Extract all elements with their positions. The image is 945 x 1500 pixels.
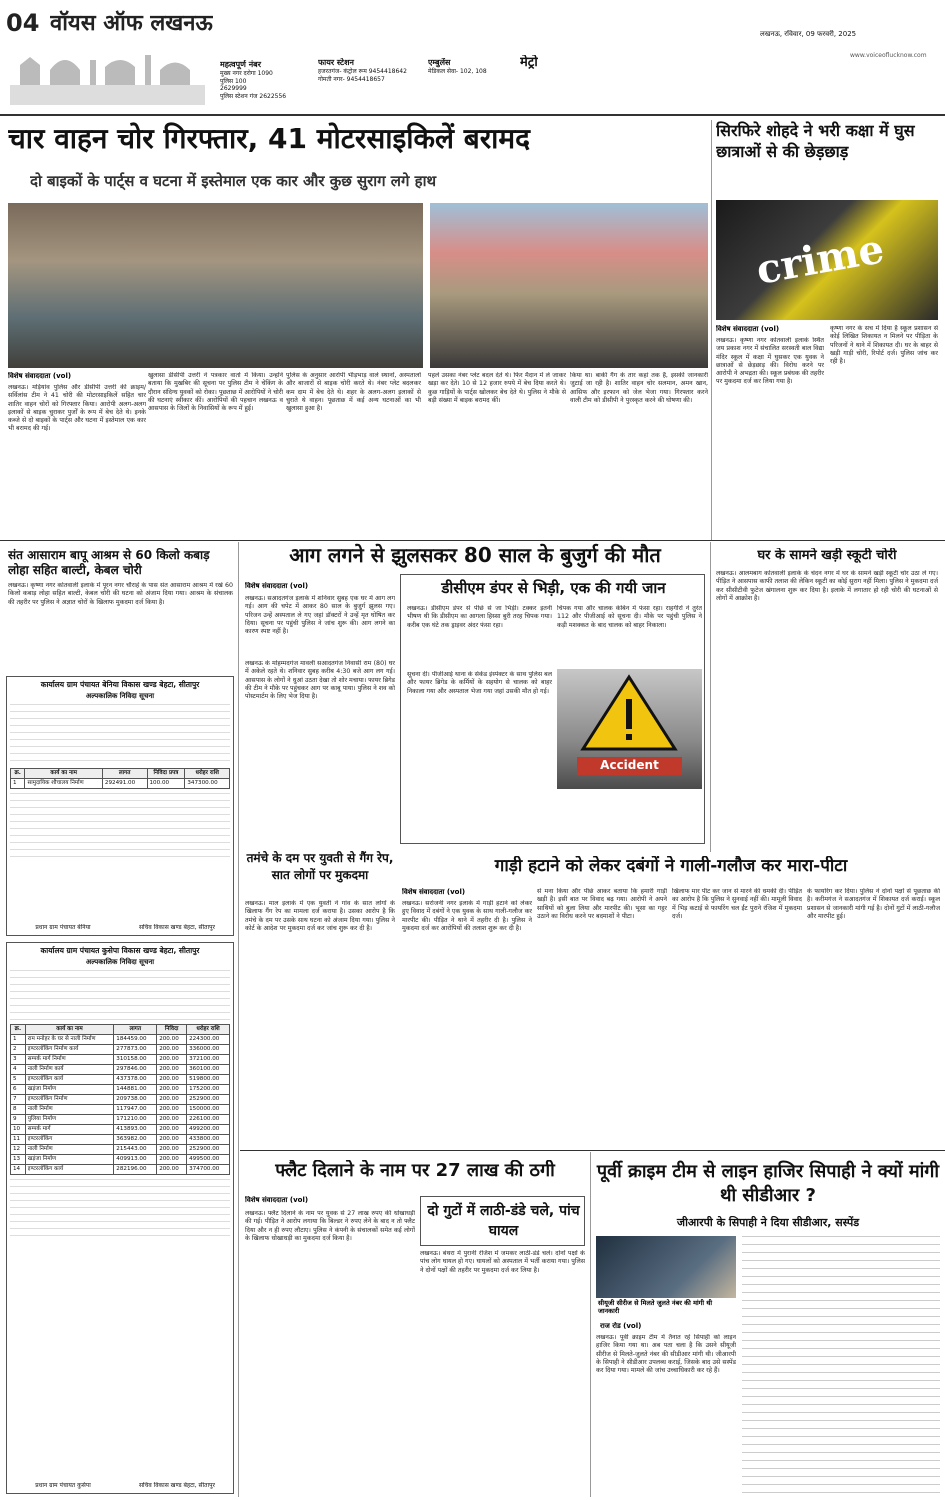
table-cell: पुलिया निर्माण: [25, 1114, 114, 1124]
table-cell: 297846.00: [114, 1065, 157, 1075]
tender1-table: [10, 768, 230, 789]
table-cell: इण्टरलॉकिंग: [25, 1134, 114, 1144]
table-cell: 200.00: [157, 1045, 187, 1055]
story10-box: [420, 1196, 585, 1246]
ambulance-number-0: मेडिकल सेवा- 102, 108: [428, 68, 487, 75]
table-cell: 200.00: [157, 1105, 187, 1115]
tender1-notice: अल्पकालिक निविदा सूचना: [85, 692, 155, 701]
story8-col4: के फायरिंग कर दिया। पुलिस ने दोनों पक्षों से पूछताछ की है। करीमगंज ने सआदतगंज में शिकायत दर्ज कराई। स्कूल प्रशासन से जानकारी मांगी गई है। दोनों गुटों में लाठी-गलौज और मारपीट हुई।: [807, 888, 940, 920]
table-cell: 413893.00: [114, 1124, 157, 1134]
table-cell: 117947.00: [114, 1105, 157, 1115]
story11-photo: [596, 1236, 736, 1316]
fire-number-1: गोमती नगर- 9454418657: [318, 75, 385, 83]
col-divider-left: [238, 542, 239, 1497]
table-row: [11, 1164, 230, 1174]
fire-title: फायर स्टेशन: [318, 58, 354, 67]
table-cell: 11: [11, 1134, 26, 1144]
tender1-header: कार्य का नाम: [25, 769, 102, 779]
table-cell: 8: [11, 1105, 26, 1115]
divider-1: [0, 540, 945, 541]
masthead-divider: [0, 114, 945, 116]
story2-crime-photo: [716, 200, 938, 320]
table-cell: 226100.00: [187, 1114, 230, 1124]
table-cell: 252900.00: [187, 1144, 230, 1154]
tender1-footer-left: प्रधान ग्राम पंचायत बेनिया: [35, 923, 91, 931]
story1-photo-bikes: [430, 203, 708, 368]
table-cell: 252900.00: [187, 1095, 230, 1105]
table-cell: 200.00: [157, 1085, 187, 1095]
important-numbers: [220, 60, 320, 100]
story8-col1: लखनऊ। सरोजनी नगर इलाके में गाड़ी हटाने को लेकर हुए विवाद में दबंगों ने एक युवक के साथ गाली-गलौज कर मारपीट की। पीड़ित ने थाने में तहरीर दी है। पुलिस ने मुकदमा दर्ज कर आरोपियों की तलाश शुरू कर दी है।: [402, 900, 532, 932]
story9-text: लखनऊ। फ्लैट दिलाने के नाम पर युवक से 27 लाख रुपए की धोखाधड़ी की गई। पीड़ित ने आरोप लगाया कि बिल्डर ने रुपए लेने के बाद न तो फ्लैट दिया और न ही रुपए लौटाए। पुलिस ने कंपनी के संचालकों समेत कई लोगों के खिलाफ धोखाधड़ी का मुकदमा दर्ज किया है।: [245, 1210, 415, 1242]
table-row: [11, 1134, 230, 1144]
table-cell: 310158.00: [114, 1055, 157, 1065]
story1-headline: चार वाहन चोर गिरफ्तार, 41 मोटरसाइकिलें बरामद: [8, 122, 531, 155]
table-cell: 200.00: [157, 1164, 187, 1174]
story11-byline: राज रोड (vol): [600, 1322, 642, 1330]
story10-headline: दो गुटों में लाठी-डंडे चले, पांच घायल: [427, 1203, 580, 1239]
story1-subhead: दो बाइकों के पार्ट्स व घटना में इस्तेमाल एक कार और कुछ सुराग लगे हाथ: [30, 172, 437, 190]
tender2-header: क्र.: [11, 1025, 26, 1035]
page-number: 04: [6, 9, 40, 37]
story8-headline: गाड़ी हटाने को लेकर दबंगों ने गाली-गलौज कर मारा-पीटा: [494, 856, 848, 876]
table-cell: 171210.00: [114, 1114, 157, 1124]
table-cell: 200.00: [157, 1154, 187, 1164]
table-cell: 200.00: [157, 1144, 187, 1154]
accident-label: Accident: [600, 758, 659, 772]
story2-image-caption: crime: [752, 225, 888, 294]
tender1-header: धरोहर राशि: [185, 769, 230, 779]
tender2-notice: अल्पकालिक निविदा सूचना: [85, 958, 155, 967]
important-number-1: पुलिस 100: [220, 77, 247, 85]
story5-col1: लखनऊ। डीसीएम डंपर से पीछे से जा भिड़ी। टक्कर इतनी भीषण थी कि डीसीएम का आगला हिस्सा बुरी तरह चिपक गया। करीब एक घंटे तक ड्राइवर अंदर फंसा रहा।: [407, 605, 552, 629]
story10-text: लखनऊ। बंथरा में पुरानी रंजिश में जमकर लाठी-डंडे चले। दोनों पक्षों के पांच लोग घायल हो गए। घायलों को अस्पताल में भर्ती कराया गया। पुलिस ने दोनों पक्षों की तहरीर पर मुकदमा दर्ज कर लिया है।: [420, 1250, 585, 1274]
table-cell: सम्पर्क मार्ग निर्माण: [25, 1055, 114, 1065]
table-cell: 200.00: [157, 1114, 187, 1124]
masthead: [0, 0, 945, 112]
table-cell: 277873.00: [114, 1045, 157, 1055]
story3-text: लखनऊ। कृष्णा नगर कोतवाली इलाके में पूरन नगर चौराहे के पास संत आसाराम आश्रम में रखे 60 किलो कबाड़ लोहा सहित बाल्टी, केबल चोरी की घटना को अंजाम दिया गया। आश्रम के संचालक की तहरीर पर पुलिस ने अज्ञात चोरों के खिलाफ मुकदमा दर्ज किया है।: [8, 582, 233, 606]
story7-text: लखनऊ। माल इलाके में एक युवती ने गांव के सात लोगों के खिलाफ गैंग रेप का मामला दर्ज कराया है। उसका आरोप है कि तमंचे के दम पर उसके साथ घटना को अंजाम दिया गया। पुलिस ने कोर्ट के आदेश पर मुकदमा दर्ज कर जांच शुरू कर दी है।: [245, 900, 395, 932]
table-cell: 499500.00: [187, 1154, 230, 1164]
table-row: [11, 1085, 230, 1095]
story3-headline: संत आसाराम बापू आश्रम से 60 किलो कबाड़ लोहा सहित बाल्टी, केबल चोरी: [8, 548, 210, 577]
story1-col4: पहले उसका नंबर प्लेट बदल देते थे। फिर मैदान में ले जाकर खड़ा कर देते। 10 से 12 हजार रुपये में बेच दिया करते थे। कुछ गाड़ियों के पार्ट्स खोलकर बेच देते थे। पुलिस ने मौके से बड़ी संख्या में बाइक बरामद कीं।: [428, 372, 566, 404]
tender2-footer-left: प्रधान ग्राम पंचायत कुसेपा: [35, 1481, 91, 1489]
table-cell: 215443.00: [114, 1144, 157, 1154]
col-divider-bottom: [590, 1152, 591, 1497]
story9-headline: फ्लैट दिलाने के नाम पर 27 लाख की ठगी: [275, 1160, 555, 1181]
ambulance-title: एम्बुलेंस: [428, 58, 451, 67]
story2-headline: सिरफिरे शोहदे ने भरी कक्षा में घुस छात्राओं से की छेड़छाड़: [716, 121, 915, 161]
table-cell: 200.00: [157, 1055, 187, 1065]
table-cell: इण्टरलॉकिंग कार्य: [25, 1164, 114, 1174]
story5-col3: सूचना दी। पीजीआई थाना के सेकेंड इंस्पेक्टर के साथ पुलिस बल और फायर ब्रिगेड के कर्मियों के सहयोग से चालक को बाहर निकाला गया और अस्पताल भेजा गया जहां उसकी मौत हो गई।: [407, 671, 552, 695]
table-row: [11, 1035, 230, 1045]
story4-col1: लखनऊ। सआदतगंज इलाके में शनिवार सुबह एक घर में आग लग गई। आग की चपेट में आकर 80 साल के बुजुर्ग झुलस गए। परिजन उन्हें अस्पताल ले गए जहां डॉक्टरों ने उन्हें मृत घोषित कर दिया। सूचना पर पहुंची पुलिस ने जांच शुरू की। आग लगने का कारण स्पष्ट नहीं है।: [245, 595, 395, 636]
table-row: [11, 1114, 230, 1124]
tender2-header: धरोहर राशि: [187, 1025, 230, 1035]
tender1-footer-right: सचिव विकास खण्ड बेहटा, सीतापुर: [138, 923, 215, 931]
table-cell: 7: [11, 1095, 26, 1105]
skyline-logo: [10, 45, 205, 105]
story4-col2: लखनऊ के मोहम्मदगंज मावली सआदतगंज निवासी राम (80) घर में अकेले रहते थे। शनिवार सुबह करीब 4:30 बजे आग लग गई। आसपास के लोगों ने धुआं उठता देखा तो शोर मचाया। फायर ब्रिगेड की टीम ने मौके पर पहुंचकर आग पर काबू पाया। पुलिस ने शव को पोस्टमार्टम के लिए भेज दिया है।: [245, 660, 395, 701]
story11-headline: पूर्वी क्राइम टीम से लाइन हाजिर सिपाही ने क्यों मांगी थी सीडीआर ?: [596, 1161, 940, 1206]
divider-2: [240, 1150, 945, 1151]
table-cell: 175200.00: [187, 1085, 230, 1095]
story11-image-caption: सीयूजी सीरीज से मिलते जुलते नंबर की मांगी थी जानकारी: [596, 1298, 736, 1316]
table-cell: 336000.00: [187, 1045, 230, 1055]
story5-accident-photo: [557, 669, 702, 789]
table-cell: 2: [11, 1045, 26, 1055]
table-cell: नाली निर्माण कार्य: [25, 1065, 114, 1075]
table-row: [11, 1045, 230, 1055]
tender1-header: निविदा प्रपत्र: [147, 769, 185, 779]
col-divider-mid: [710, 542, 711, 852]
story1-col3: पुलिस के अनुसार आरोपी भीड़भाड़ वाले स्थानों, अस्पतालों और बाजारों से बाइक चोरी करते थे। नंबर प्लेट बदलकर कम दाम में बेच देते थे। शहर के अलग-अलग इलाकों से चुराते थे वाहन। पूछताछ में कई अन्य घटनाओं का भी खुलासा हुआ है।: [286, 372, 421, 413]
tender1: [6, 676, 234, 936]
table-cell: 3: [11, 1055, 26, 1065]
table-cell: 1: [11, 1035, 26, 1045]
website: www.voiceoflucknow.com: [850, 52, 927, 59]
table-cell: इण्टरलॉकिंग निर्माण: [25, 1095, 114, 1105]
table-cell: 4: [11, 1065, 26, 1075]
tender2-footer-right: सचिव विकास खण्ड बेहटा, सीतापुर: [138, 1481, 215, 1489]
table-row: [11, 1075, 230, 1085]
table-cell: 150000.00: [187, 1105, 230, 1115]
table-row: [11, 1124, 230, 1134]
table-cell: खड़ंजा निर्माण: [25, 1154, 114, 1164]
table-cell: नाली निर्माण: [25, 1144, 114, 1154]
table-cell: 282196.00: [114, 1164, 157, 1174]
story7-headline: तमंचे के दम पर युवती से गैंग रेप, सात लोगों पर मुकदमा: [246, 851, 394, 882]
masthead-title: वॉयस ऑफ लखनऊ: [50, 11, 213, 36]
table-cell: 144881.00: [114, 1085, 157, 1095]
story2-col1: लखनऊ। कृष्णा नगर कोतवाली इलाके स्थित जय प्रकाश नगर में संचालित सरस्वती बाल विद्या मंदिर स्कूल में कक्षा में घुसकर एक युवक ने छात्राओं से छेड़छाड़ की। विरोध करने पर आरोपी ने अभद्रता की। स्कूल प्रबंधक की तहरीर पर मुकदमा दर्ज कर लिया गया है।: [716, 337, 824, 386]
table-row: [11, 1154, 230, 1164]
table-cell: 10: [11, 1124, 26, 1134]
col-divider-right: [711, 120, 712, 540]
story8-byline: विशेष संवाददाता (vol): [402, 888, 466, 896]
important-numbers-title: महत्वपूर्ण नंबर: [220, 60, 261, 69]
fire-station-numbers: [318, 58, 418, 83]
table-cell: 9: [11, 1114, 26, 1124]
tender1-title: कार्यालय ग्राम पंचायत बेनिया विकास खण्ड बेहटा, सीतापुर: [40, 680, 200, 689]
table-cell: 224300.00: [187, 1035, 230, 1045]
table-row: 1 सामुदायिक शौचालय निर्माण 292491.00 100.00 347300.00: [11, 779, 230, 789]
story11-text: लखनऊ। पूर्वी क्राइम टीम में तैनात रहे सिपाही को लाइन हाजिर किया गया था। अब पता चला है कि उसने सीयूजी सीरीज से मिलते-जुलते नंबर की सीडीआर मांगी थी। जीआरपी के सिपाही ने सीडीआर उपलब्ध कराई, जिसके बाद उसे सस्पेंड कर दिया गया। मामले की जांच उच्चाधिकारी कर रहे हैं।: [596, 1334, 736, 1375]
story1-col2: खुलासा डीसीपी उत्तरी ने पत्रकार वार्ता में किया। उन्होंने बताया कि मुखबिर की सूचना पर पुलिस टीम ने चेकिंग के दौरान संदिग्ध युवकों को रोका। पूछताछ में आरोपियों ने चोरी की घटनाएं स्वीकार कीं। आरोपियों की पहचान लखनऊ व आसपास के जिलों के निवासियों के रूप में हुई।: [148, 372, 283, 413]
table-row: [11, 1065, 230, 1075]
table-cell: 409913.00: [114, 1154, 157, 1164]
story1-photo-police: [8, 203, 423, 368]
story5-col2: चिपक गया और चालक केबिन में फंसा रहा। राहगीरों ने तुरंत 112 और पीजीआई को सूचना दी। मौके पर पहुंची पुलिस ने कड़ी मशक्कत के बाद चालक को बाहर निकाला।: [557, 605, 702, 629]
table-cell: खड़ंजा निर्माण: [25, 1085, 114, 1095]
tender1-header: लागत: [102, 769, 147, 779]
table-cell: 13: [11, 1154, 26, 1164]
table-cell: इण्टरलॉकिंग कार्य: [25, 1075, 114, 1085]
table-cell: 12: [11, 1144, 26, 1154]
fire-number-0: हजरतगंज- कंट्रोल रूम 9454418642: [318, 68, 407, 75]
table-row: [11, 1144, 230, 1154]
table-cell: 372100.00: [187, 1055, 230, 1065]
table-cell: सम्पर्क मार्ग: [25, 1124, 114, 1134]
story11-subhead: जीआरपी के सिपाही ने दिया सीडीआर, सस्पेंड: [676, 1216, 860, 1229]
table-cell: 5: [11, 1075, 26, 1085]
tender2-table: [10, 1024, 230, 1175]
story6-text: लखनऊ। आलमबाग कोतवाली इलाके के चंदन नगर में घर के सामने खड़ी स्कूटी चोर उठा ले गए। पीड़ित ने आसपास काफी तलाश की लेकिन स्कूटी का कोई सुराग नहीं मिला। पुलिस ने मुकदमा दर्ज कर सीसीटीवी फुटेज खंगालना शुरू कर दिया है। इलाके में लगातार हो रही चोरी की घटनाओं से लोगों में आक्रोश है।: [716, 570, 938, 602]
story11-text-continued: [742, 1236, 940, 1494]
table-cell: 437378.00: [114, 1075, 157, 1085]
story1-byline: विशेष संवाददाता (vol): [8, 372, 72, 380]
story2-byline: विशेष संवाददाता (vol): [716, 325, 780, 333]
dateline: लखनऊ, रविवार, 09 फरवरी, 2025: [760, 30, 857, 38]
story2-col2: कृष्णा नगर के सच में दिया है स्कूल प्रशासन से कोई लिखित शिकायत न मिलने पर पीड़िता के परिजनों ने थाने में शिकायत दी। घर के बाहर से खड़ी गाड़ी चोरी, रिपोर्ट दर्ज। पुलिस जांच कर रही है।: [830, 325, 938, 366]
table-cell: 200.00: [157, 1075, 187, 1085]
ambulance-numbers: [428, 58, 518, 76]
tender2-title: कार्यालय ग्राम पंचायत कुसेपा विकास खण्ड बेहटा, सीतापुर: [40, 946, 200, 955]
story5-box: [400, 574, 705, 844]
table-cell: 374700.00: [187, 1164, 230, 1174]
important-number-2: 2629999: [220, 85, 247, 92]
tender2-header: निविदा: [157, 1025, 187, 1035]
table-cell: राम मनोहर के घर से नाली निर्माण: [25, 1035, 114, 1045]
table-cell: 433800.00: [187, 1134, 230, 1144]
table-cell: 209738.00: [114, 1095, 157, 1105]
section-name: मेट्रो: [520, 55, 538, 70]
story8-col2: से मना किया और पीछे आकर बताया कि हमारी गाड़ी खड़ी है। इसी बात पर विवाद बढ़ गया। आरोपी ने अपने साथियों को बुला लिया और मारपीट की। भूसा का गट्ठर उठाने का विरोध करने पर बदमाशों ने पीटा।: [537, 888, 667, 920]
table-cell: 360100.00: [187, 1065, 230, 1075]
table-cell: 200.00: [157, 1065, 187, 1075]
table-cell: 200.00: [157, 1124, 187, 1134]
tender1-header: क्र.: [11, 769, 25, 779]
table-cell: इण्टरलॉकिंग निर्माण कार्य: [25, 1045, 114, 1055]
table-cell: 184459.00: [114, 1035, 157, 1045]
table-cell: 200.00: [157, 1134, 187, 1144]
table-cell: 363982.00: [114, 1134, 157, 1144]
story1-col1: लखनऊ। मड़ियांव पुलिस और डीसीपी उत्तरी की क्राइम/सर्विलांस टीम ने 41 चोरी की मोटरसाइकिलें सहित चार शातिर वाहन चोरों को गिरफ्तार किया। आरोपी अलग-अलग इलाकों से बाइक चुराकर पुर्जों के रूप में बेच देते थे। इनके कब्जे से दो बाइकों के पार्ट्स और घटना में इस्तेमाल एक कार भी बरामद की गई।: [8, 384, 146, 433]
table-cell: नाली निर्माण: [25, 1105, 114, 1115]
important-number-0: मुख्य नगर दरोगा 1090: [220, 70, 273, 77]
table-cell: 200.00: [157, 1035, 187, 1045]
important-number-3: पुलिस स्टेशन गंज 2622556: [220, 92, 287, 100]
story4-headline: आग लगने से झुलसकर 80 साल के बुजुर्ग की मौत: [289, 543, 661, 567]
story1-col5: किया था। बाकी गैंग के तार कहां तक हैं, इसकी जानकारी जुटाई जा रही है। शातिर वाहन चोर सलमान, अमन खान, आसिफ और इरफान को जेल भेजा गया। गिरफ्तार करने वाली टीम को डीसीपी ने पुरस्कृत करने की घोषणा की।: [570, 372, 708, 404]
table-row: [11, 1055, 230, 1065]
table-cell: 499200.00: [187, 1124, 230, 1134]
story9-byline: विशेष संवाददाता (vol): [245, 1196, 309, 1204]
story6-headline: घर के सामने खड़ी स्कूटी चोरी: [757, 548, 897, 563]
story8-col3: खिलाफ मार पीट कर जान से मारने की धमकी दी। पीड़ित का आरोप है कि पुलिस ने सुनवाई नहीं की। मामूली विवाद में भिड़ कटाई से फायरिंग चल ईंट पुराने रंजिश में मुकदमा दर्ज।: [672, 888, 802, 920]
tender2-header: कार्य का नाम: [25, 1025, 114, 1035]
tender2-header: लागत: [114, 1025, 157, 1035]
story4-byline: विशेष संवाददाता (vol): [245, 582, 309, 590]
table-cell: 14: [11, 1164, 26, 1174]
table-row: [11, 1095, 230, 1105]
tender2: [6, 942, 234, 1494]
table-cell: 200.00: [157, 1095, 187, 1105]
table-row: [11, 1105, 230, 1115]
table-cell: 519800.00: [187, 1075, 230, 1085]
story5-headline: डीसीएम डंपर से भिड़ी, एक की गयी जान: [441, 579, 666, 597]
table-cell: 6: [11, 1085, 26, 1095]
